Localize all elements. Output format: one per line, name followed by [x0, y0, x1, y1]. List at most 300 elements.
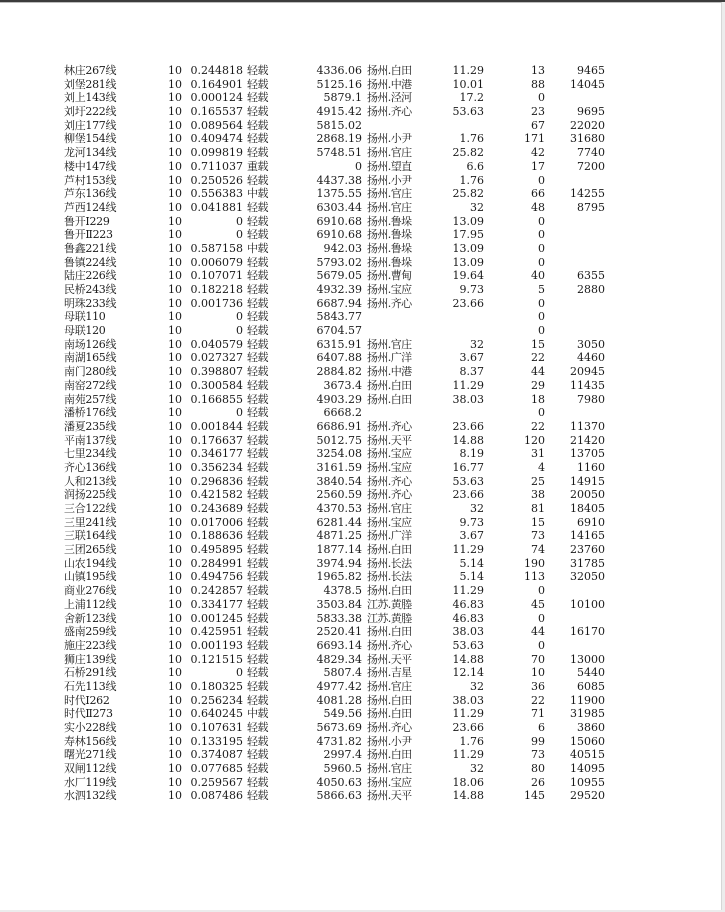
substation-name: 扬州.官庄 — [367, 337, 412, 351]
data-table — [0, 64, 722, 803]
voltage-value: 10 — [168, 200, 182, 214]
load-rate: 0 — [236, 324, 243, 338]
load-rate: 0.180325 — [190, 679, 243, 693]
voltage-value: 10 — [168, 406, 182, 420]
value-4: 31985 — [570, 707, 605, 721]
capacity-value: 6281.44 — [316, 515, 362, 529]
line-name: 刘圩222线 — [64, 105, 117, 119]
table-row — [0, 393, 722, 407]
load-rate: 0.165537 — [190, 105, 243, 119]
value-3: 25 — [531, 474, 545, 488]
substation-name: 扬州.小尹 — [367, 734, 412, 748]
capacity-value: 3673.4 — [323, 378, 362, 392]
substation-name: 扬州.白田 — [367, 543, 412, 557]
table-row — [0, 680, 722, 694]
substation-name: 扬州.曹甸 — [367, 269, 412, 283]
substation-name: 扬州.小尹 — [367, 132, 412, 146]
value-4: 7200 — [577, 159, 605, 173]
line-name: 鲁开Ⅱ223 — [64, 228, 113, 242]
value-3: 22 — [531, 351, 545, 365]
line-name: 七里234线 — [64, 447, 117, 461]
voltage-value: 10 — [168, 118, 182, 132]
value-3: 17 — [531, 159, 545, 173]
value-2: 1.76 — [459, 173, 484, 187]
capacity-value: 4081.28 — [316, 693, 362, 707]
value-3: 0 — [538, 214, 545, 228]
value-2: 23.66 — [452, 419, 484, 433]
load-type: 轻载 — [247, 255, 268, 269]
value-3: 4 — [538, 460, 545, 474]
substation-name: 扬州.齐心 — [367, 105, 412, 119]
value-3: 81 — [531, 502, 545, 515]
value-4: 21420 — [570, 433, 605, 447]
substation-name: 扬州.白田 — [367, 584, 412, 598]
value-2: 25.82 — [452, 146, 484, 160]
value-4: 9695 — [577, 105, 605, 119]
table-row — [0, 174, 722, 188]
table-row — [0, 516, 722, 530]
value-2: 53.63 — [452, 638, 484, 652]
value-4: 6910 — [577, 515, 605, 529]
load-rate: 0 — [236, 310, 243, 324]
value-4: 11435 — [570, 378, 605, 392]
value-4: 22020 — [570, 118, 605, 132]
table-row — [0, 91, 722, 105]
table-row — [0, 502, 722, 516]
substation-name: 扬州.齐心 — [367, 638, 412, 652]
substation-name: 扬州.官庄 — [367, 187, 412, 201]
load-rate: 0.099819 — [190, 146, 243, 160]
load-type: 轻载 — [247, 118, 268, 132]
load-rate: 0.640245 — [190, 707, 243, 721]
capacity-value: 4915.42 — [316, 105, 362, 119]
load-type: 中载 — [247, 241, 268, 255]
substation-name: 扬州.鲁垛 — [367, 241, 412, 255]
load-type: 轻载 — [247, 543, 268, 557]
load-rate: 0.089564 — [190, 118, 243, 132]
value-3: 73 — [531, 748, 545, 762]
substation-name: 扬州.小尹 — [367, 173, 412, 187]
table-row — [0, 776, 722, 790]
value-4: 6355 — [577, 269, 605, 283]
voltage-value: 10 — [168, 241, 182, 255]
value-2: 8.19 — [459, 447, 484, 461]
load-type: 轻载 — [247, 460, 268, 474]
line-name: 润扬225线 — [64, 488, 117, 502]
load-rate: 0.001736 — [190, 296, 243, 310]
substation-name: 扬州.宝应 — [367, 460, 412, 474]
capacity-value: 3974.94 — [316, 556, 362, 570]
line-name: 三合122线 — [64, 502, 117, 515]
line-name: 林庄267线 — [64, 64, 117, 77]
value-4: 14915 — [570, 474, 605, 488]
load-rate: 0.001245 — [190, 611, 243, 625]
voltage-value: 10 — [168, 556, 182, 570]
load-type: 轻载 — [247, 91, 268, 105]
value-4: 14045 — [570, 77, 605, 91]
capacity-value: 4932.39 — [316, 283, 362, 296]
value-3: 31 — [531, 447, 545, 461]
line-name: 柳堡154线 — [64, 132, 117, 146]
value-4: 18405 — [570, 502, 605, 515]
value-2: 14.88 — [452, 652, 484, 666]
line-name: 鲁镇224线 — [64, 255, 117, 269]
voltage-value: 10 — [168, 762, 182, 776]
substation-name: 江苏.黄塍 — [367, 611, 412, 625]
value-2: 11.29 — [452, 584, 484, 598]
substation-name: 扬州.白田 — [367, 748, 412, 762]
table-row — [0, 584, 722, 598]
substation-name: 扬州.广洋 — [367, 529, 412, 543]
load-type: 轻载 — [247, 652, 268, 666]
load-type: 轻载 — [247, 351, 268, 365]
line-name: 潘夏235线 — [64, 419, 117, 433]
value-3: 171 — [524, 132, 545, 146]
load-rate: 0.242857 — [190, 584, 243, 598]
load-type: 轻载 — [247, 584, 268, 598]
value-2: 13.09 — [452, 214, 484, 228]
load-type: 轻载 — [247, 105, 268, 119]
table-row — [0, 228, 722, 242]
capacity-value: 3840.54 — [316, 474, 362, 488]
table-row — [0, 612, 722, 626]
line-name: 实小228线 — [64, 721, 117, 734]
value-4: 13705 — [570, 447, 605, 461]
line-name: 潘桥176线 — [64, 406, 117, 420]
capacity-value: 6693.14 — [316, 638, 362, 652]
value-4: 31785 — [570, 556, 605, 570]
line-name: 山农194线 — [64, 556, 117, 570]
value-2: 32 — [470, 762, 484, 776]
load-type: 重载 — [247, 159, 268, 173]
voltage-value: 10 — [168, 474, 182, 488]
capacity-value: 6315.91 — [316, 337, 362, 351]
value-2: 32 — [470, 337, 484, 351]
line-name: 鲁鑫221线 — [64, 241, 117, 255]
value-3: 0 — [538, 324, 545, 338]
value-4: 10955 — [570, 775, 605, 789]
capacity-value: 4977.42 — [316, 679, 362, 693]
line-name: 三联164线 — [64, 529, 117, 543]
line-name: 刘上143线 — [64, 91, 117, 105]
load-rate: 0.356234 — [190, 460, 243, 474]
load-rate: 0 — [236, 228, 243, 242]
capacity-value: 5673.69 — [316, 721, 362, 734]
voltage-value: 10 — [168, 584, 182, 598]
load-rate: 0.166855 — [190, 392, 243, 406]
table-row — [0, 666, 722, 680]
value-2: 38.03 — [452, 392, 484, 406]
load-type: 轻载 — [247, 556, 268, 570]
value-3: 0 — [538, 638, 545, 652]
load-rate: 0.164901 — [190, 77, 243, 91]
table-row — [0, 105, 722, 119]
line-name: 南湖165线 — [64, 351, 117, 365]
value-4: 3050 — [577, 337, 605, 351]
load-type: 轻载 — [247, 447, 268, 461]
voltage-value: 10 — [168, 721, 182, 734]
value-2: 25.82 — [452, 187, 484, 201]
load-type: 轻载 — [247, 296, 268, 310]
load-rate: 0.121515 — [190, 652, 243, 666]
table-row — [0, 707, 722, 721]
voltage-value: 10 — [168, 625, 182, 639]
value-3: 44 — [531, 365, 545, 379]
voltage-value: 10 — [168, 734, 182, 748]
value-3: 0 — [538, 611, 545, 625]
value-2: 9.73 — [459, 283, 484, 296]
substation-name: 扬州.中港 — [367, 77, 412, 91]
line-name: 芦西124线 — [64, 200, 117, 214]
load-type: 轻载 — [247, 392, 268, 406]
table-row — [0, 338, 722, 352]
value-3: 40 — [531, 269, 545, 283]
value-2: 23.66 — [452, 721, 484, 734]
capacity-value: 5793.02 — [316, 255, 362, 269]
table-row — [0, 447, 722, 461]
line-name: 刘堡281线 — [64, 77, 117, 91]
line-name: 陆庄226线 — [64, 269, 117, 283]
load-rate: 0.107631 — [190, 721, 243, 734]
value-2: 11.29 — [452, 707, 484, 721]
table-row — [0, 201, 722, 215]
value-4: 4460 — [577, 351, 605, 365]
value-3: 38 — [531, 488, 545, 502]
voltage-value: 10 — [168, 132, 182, 146]
capacity-value: 2868.19 — [316, 132, 362, 146]
load-rate: 0.556383 — [190, 187, 243, 201]
line-name: 狮庄139线 — [64, 652, 117, 666]
value-4: 20050 — [570, 488, 605, 502]
capacity-value: 5866.63 — [316, 789, 362, 803]
value-2: 46.83 — [452, 597, 484, 611]
value-4: 31680 — [570, 132, 605, 146]
table-row — [0, 132, 722, 146]
value-3: 0 — [538, 91, 545, 105]
value-3: 71 — [531, 707, 545, 721]
substation-name: 扬州.官庄 — [367, 679, 412, 693]
substation-name: 扬州.官庄 — [367, 762, 412, 776]
voltage-value: 10 — [168, 351, 182, 365]
load-type: 轻载 — [247, 214, 268, 228]
value-3: 26 — [531, 775, 545, 789]
load-type: 轻载 — [247, 762, 268, 776]
load-rate: 0.284991 — [190, 556, 243, 570]
voltage-value: 10 — [168, 296, 182, 310]
line-name: 水厂119线 — [64, 775, 117, 789]
load-rate: 0.250526 — [190, 173, 243, 187]
value-4: 8795 — [577, 200, 605, 214]
value-3: 15 — [531, 337, 545, 351]
value-2: 8.37 — [459, 365, 484, 379]
value-2: 14.88 — [452, 789, 484, 803]
value-2: 16.77 — [452, 460, 484, 474]
voltage-value: 10 — [168, 159, 182, 173]
table-row — [0, 242, 722, 256]
table-row — [0, 529, 722, 543]
load-type: 轻载 — [247, 775, 268, 789]
table-row — [0, 215, 722, 229]
capacity-value: 6668.2 — [323, 406, 362, 420]
value-3: 0 — [538, 255, 545, 269]
voltage-value: 10 — [168, 707, 182, 721]
value-2: 23.66 — [452, 296, 484, 310]
value-2: 19.64 — [452, 269, 484, 283]
load-type: 轻载 — [247, 666, 268, 680]
load-type: 轻载 — [247, 789, 268, 803]
load-type: 轻载 — [247, 433, 268, 447]
table-row — [0, 297, 722, 311]
line-name: 三团265线 — [64, 543, 117, 557]
load-rate: 0.259567 — [190, 775, 243, 789]
substation-name: 扬州.白田 — [367, 392, 412, 406]
capacity-value: 2884.82 — [316, 365, 362, 379]
voltage-value: 10 — [168, 146, 182, 160]
value-3: 23 — [531, 105, 545, 119]
table-row — [0, 625, 722, 639]
line-name: 石先113线 — [64, 679, 117, 693]
value-3: 66 — [531, 187, 545, 201]
line-name: 楼中147线 — [64, 159, 117, 173]
capacity-value: 1965.82 — [316, 570, 362, 584]
capacity-value: 6303.44 — [316, 200, 362, 214]
value-2: 5.14 — [459, 556, 484, 570]
load-rate: 0.421582 — [190, 488, 243, 502]
capacity-value: 5748.51 — [316, 146, 362, 160]
load-rate: 0.495895 — [190, 543, 243, 557]
load-rate: 0.346177 — [190, 447, 243, 461]
load-rate: 0.001844 — [190, 419, 243, 433]
value-2: 1.76 — [459, 734, 484, 748]
substation-name: 扬州.天平 — [367, 789, 412, 803]
voltage-value: 10 — [168, 283, 182, 296]
load-rate: 0.077685 — [190, 762, 243, 776]
value-4: 14165 — [570, 529, 605, 543]
table-row — [0, 694, 722, 708]
load-type: 轻载 — [247, 132, 268, 146]
value-2: 32 — [470, 200, 484, 214]
voltage-value: 10 — [168, 460, 182, 474]
load-rate: 0.398807 — [190, 365, 243, 379]
line-name: 石桥291线 — [64, 666, 117, 680]
table-row — [0, 420, 722, 434]
value-2: 13.09 — [452, 241, 484, 255]
voltage-value: 10 — [168, 419, 182, 433]
load-rate: 0.494756 — [190, 570, 243, 584]
voltage-value: 10 — [168, 748, 182, 762]
substation-name: 扬州.白田 — [367, 693, 412, 707]
substation-name: 扬州.宝应 — [367, 775, 412, 789]
capacity-value: 6704.57 — [316, 324, 362, 338]
value-3: 67 — [531, 118, 545, 132]
table-row — [0, 119, 722, 133]
line-name: 南门280线 — [64, 365, 117, 379]
value-2: 3.67 — [459, 529, 484, 543]
line-name: 母联120 — [64, 324, 106, 338]
value-2: 17.2 — [459, 91, 484, 105]
value-3: 0 — [538, 406, 545, 420]
substation-name: 扬州.白田 — [367, 625, 412, 639]
capacity-value: 3161.59 — [316, 460, 362, 474]
value-2: 53.63 — [452, 105, 484, 119]
voltage-value: 10 — [168, 666, 182, 680]
value-3: 29 — [531, 378, 545, 392]
value-4: 1160 — [577, 460, 605, 474]
substation-name: 扬州.望直 — [367, 159, 412, 173]
table-row — [0, 570, 722, 584]
load-rate: 0 — [236, 406, 243, 420]
voltage-value: 10 — [168, 187, 182, 201]
load-type: 轻载 — [247, 419, 268, 433]
substation-name: 扬州.宝应 — [367, 515, 412, 529]
table-row — [0, 64, 722, 78]
value-4: 16170 — [570, 625, 605, 639]
value-3: 0 — [538, 310, 545, 324]
capacity-value: 4050.63 — [316, 775, 362, 789]
table-row — [0, 324, 722, 338]
table-row — [0, 735, 722, 749]
load-type: 轻载 — [247, 721, 268, 734]
capacity-value: 6687.94 — [316, 296, 362, 310]
table-row — [0, 543, 722, 557]
capacity-value: 0 — [355, 159, 362, 173]
substation-name: 扬州.吉星 — [367, 666, 412, 680]
document-page — [0, 2, 722, 910]
load-type: 轻载 — [247, 324, 268, 338]
voltage-value: 10 — [168, 789, 182, 803]
table-row — [0, 269, 722, 283]
value-2: 18.06 — [452, 775, 484, 789]
line-name: 齐心136线 — [64, 460, 117, 474]
capacity-value: 6910.68 — [316, 228, 362, 242]
line-name: 南窑272线 — [64, 378, 117, 392]
value-3: 44 — [531, 625, 545, 639]
table-row — [0, 434, 722, 448]
voltage-value: 10 — [168, 775, 182, 789]
substation-name: 扬州.鲁垛 — [367, 228, 412, 242]
load-type: 中载 — [247, 187, 268, 201]
value-4: 11370 — [570, 419, 605, 433]
value-4: 13000 — [570, 652, 605, 666]
line-name: 双闸112线 — [64, 762, 117, 776]
value-4: 15060 — [570, 734, 605, 748]
load-rate: 0.188636 — [190, 529, 243, 543]
load-rate: 0.000124 — [190, 91, 243, 105]
voltage-value: 10 — [168, 611, 182, 625]
load-type: 轻载 — [247, 474, 268, 488]
voltage-value: 10 — [168, 269, 182, 283]
load-rate: 0.107071 — [190, 269, 243, 283]
capacity-value: 6407.88 — [316, 351, 362, 365]
substation-name: 扬州.广洋 — [367, 351, 412, 365]
voltage-value: 10 — [168, 433, 182, 447]
capacity-value: 5960.5 — [323, 762, 362, 776]
line-name: 芦东136线 — [64, 187, 117, 201]
value-4: 3860 — [577, 721, 605, 734]
line-name: 上浦112线 — [64, 597, 117, 611]
table-row — [0, 379, 722, 393]
value-2: 32 — [470, 679, 484, 693]
value-4: 14255 — [570, 187, 605, 201]
value-3: 45 — [531, 597, 545, 611]
load-rate: 0.409474 — [190, 132, 243, 146]
capacity-value: 942.03 — [323, 241, 362, 255]
value-3: 0 — [538, 584, 545, 598]
table-row — [0, 488, 722, 502]
voltage-value: 10 — [168, 693, 182, 707]
value-4: 20945 — [570, 365, 605, 379]
voltage-value: 10 — [168, 570, 182, 584]
